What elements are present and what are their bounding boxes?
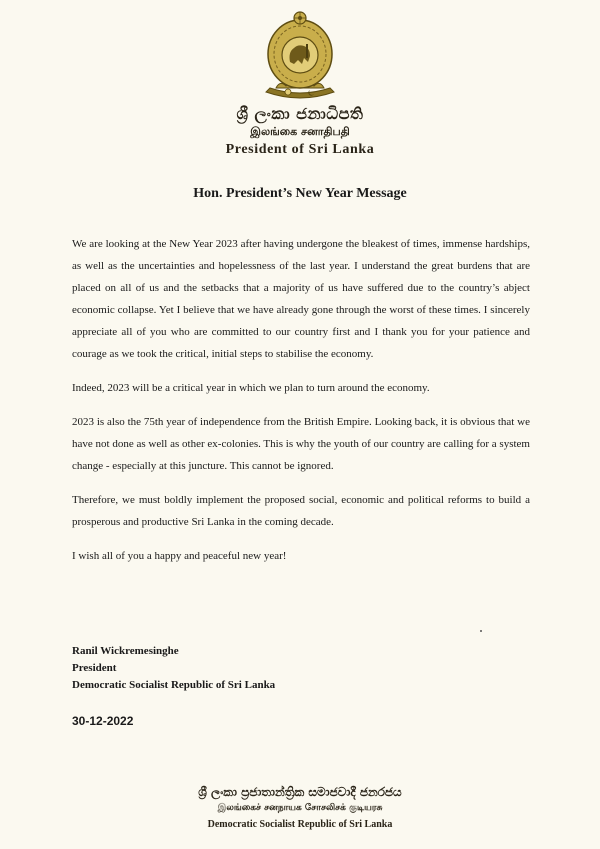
- footer-tamil: இலங்கைச் சனநாயக சோசலிசக் குடியரசு: [217, 803, 383, 813]
- header-sinhala-title: ශ්‍රී ලංකා ජනාධිපති: [236, 104, 364, 123]
- footer-sinhala: ශ්‍රී ලංකා ප්‍රජාතාන්ත්‍රික සමාජවාදී ජනරජය: [198, 785, 402, 799]
- paragraph: 2023 is also the 75th year of independence from the British Empire. Looking back, it is obvious that we have not done as well as other ex-colonies. This is why the youth of our country are calling for a system change - especially at this juncture. This cannot be ignored.: [72, 416, 530, 472]
- header-tamil-title: இலங்கை சனாதிபதி: [250, 125, 350, 138]
- message-title: Hon. President’s New Year Message: [193, 186, 407, 201]
- signatory-organization: Democratic Socialist Republic of Sri Lanka: [72, 679, 276, 691]
- letter-date: 30-12-2022: [72, 714, 134, 728]
- paragraph: Therefore, we must boldly implement the proposed social, economic and political reforms to build a prosperous and productive Sri Lanka in the coming decade.: [72, 494, 530, 528]
- header-english-title: President of Sri Lanka: [225, 142, 375, 157]
- signature-block: [72, 643, 275, 694]
- signatory-name: Ranil Wickremesinghe: [72, 645, 179, 657]
- ink-speck: [480, 630, 482, 632]
- signatory-role: President: [72, 662, 117, 674]
- paragraph: I wish all of you a happy and peaceful new year!: [72, 550, 287, 562]
- message-body: [72, 233, 530, 579]
- sri-lanka-emblem-icon: [258, 10, 342, 102]
- paragraph: We are looking at the New Year 2023 after having undergone the bleakest of times, immense hardships, as well as the uncertainties and hopelessness of the last year. I understand the great burdens that are placed on all of us and the setbacks that a majority of us have suffered due to the country’s abject economic collapse. Yet I believe that we have already gone through the worst of these times. I sincerely appreciate all of you who are committed to our country first and I thank you for your patience and courage as we took the critical, initial steps to stabilise the economy.: [72, 238, 530, 360]
- paragraph: Indeed, 2023 will be a critical year in which we plan to turn around the economy.: [72, 382, 430, 394]
- footer-english: Democratic Socialist Republic of Sri Lanka: [207, 819, 393, 830]
